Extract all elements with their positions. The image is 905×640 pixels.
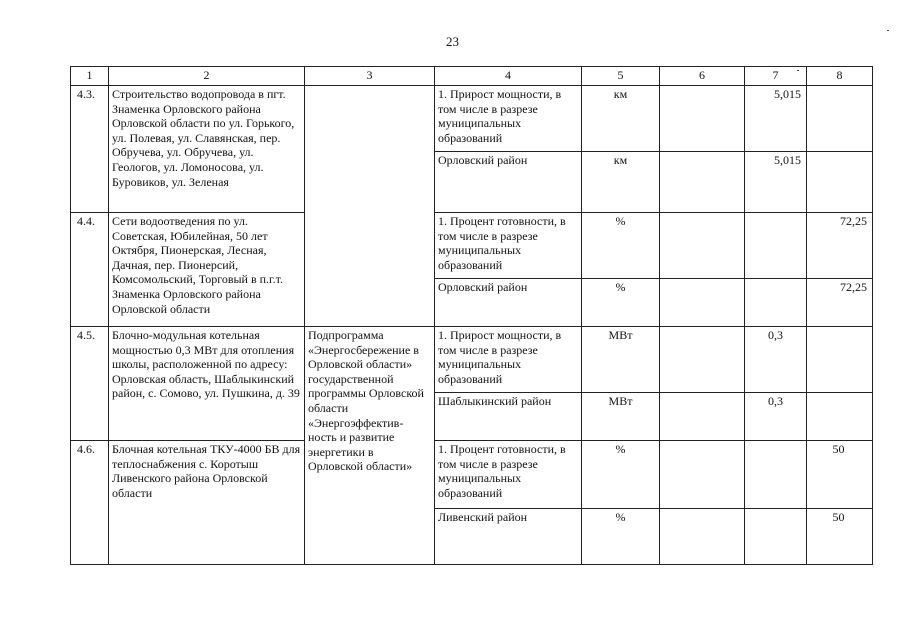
- value-cell-8: 50: [807, 509, 873, 565]
- value-cell-7: 5,015: [745, 152, 807, 213]
- indicator-cell: Ливенский район: [435, 509, 582, 565]
- value-cell-7: [745, 213, 807, 279]
- unit-cell: км: [582, 152, 660, 213]
- row-number: 4.3.: [71, 86, 109, 213]
- header-cell: 4: [435, 67, 582, 86]
- unit-cell: %: [582, 441, 660, 509]
- value-cell-6: [660, 441, 745, 509]
- value-cell-6: [660, 279, 745, 327]
- header-cell: 6: [660, 67, 745, 86]
- value-cell-6: [660, 213, 745, 279]
- value-cell-8: [807, 152, 873, 213]
- document-table: [70, 66, 873, 565]
- value-cell-7: [745, 279, 807, 327]
- header-cell: 3: [305, 67, 435, 86]
- value-cell-7: 5,015: [745, 86, 807, 152]
- object-title: Блочная котельная ТКУ-4000 БВ для теплоснабжения с. Коротыш Ливенского района Орловской области: [109, 441, 305, 565]
- object-title: Строительство водопровода в пгт. Знаменка Орловского района Орловской области по ул. Горького, ул. Полевая, ул. Славянская, пер. Обручева, ул. Обручева, ул. Геологов, ул. Ломоносова, ул. Буровиков, ул. Зеленая: [109, 86, 305, 213]
- scan-mark: [887, 30, 889, 31]
- value-cell-7: [745, 509, 807, 565]
- table-row: [71, 213, 873, 279]
- object-title: Сети водоотведения по ул. Советская, Юбилейная, 50 лет Октября, Пионерская, Лесная, Дачная, пер. Пионерсий, Комсомольский, Торговый в п.г.т. Знаменка Орловского района Орловской области: [109, 213, 305, 327]
- value-cell-8: 50: [807, 441, 873, 509]
- indicator-cell: 1. Процент готовности, в том числе в разрезе муниципальных образований: [435, 441, 582, 509]
- unit-cell: %: [582, 213, 660, 279]
- header-row: [71, 67, 873, 86]
- blank-cell: [305, 86, 435, 327]
- header-cell: 2: [109, 67, 305, 86]
- value-cell-8: [807, 393, 873, 441]
- value-cell-8: [807, 86, 873, 152]
- object-title: Блочно-модульная котельная мощностью 0,3 МВт для отопления школы, расположенной по адресу: Орловская область, Шаблыкинский район, с. Сомово, ул. Пушкина, д. 39: [109, 327, 305, 441]
- subprogram-cell: Подпрограмма «Энергосбережение в Орловской области» государственной программы Орловской области «Энергоэффектив-ность и развитие энергетики в Орловской области»: [305, 327, 435, 565]
- indicator-cell: 1. Прирост мощности, в том числе в разрезе муниципальных образований: [435, 327, 582, 393]
- table-row: [71, 86, 873, 152]
- value-cell-8: 72,25: [807, 279, 873, 327]
- page-number: 23: [446, 34, 459, 49]
- header-cell: 5: [582, 67, 660, 86]
- indicator-cell: 1. Процент готовности, в том числе в разрезе муниципальных образований: [435, 213, 582, 279]
- table-row: [71, 441, 873, 509]
- value-cell-6: [660, 509, 745, 565]
- value-cell-6: [660, 393, 745, 441]
- unit-cell: км: [582, 86, 660, 152]
- value-cell-6: [660, 152, 745, 213]
- value-cell-8: 72,25: [807, 213, 873, 279]
- unit-cell: %: [582, 279, 660, 327]
- value-cell-7: 0,3: [745, 393, 807, 441]
- indicator-cell: 1. Прирост мощности, в том числе в разрезе муниципальных образований: [435, 86, 582, 152]
- header-cell: 1: [71, 67, 109, 86]
- value-cell-6: [660, 86, 745, 152]
- header-cell: 8: [807, 67, 873, 86]
- value-cell-8: [807, 327, 873, 393]
- header-cell: 7: [745, 67, 807, 86]
- value-cell-6: [660, 327, 745, 393]
- table-row: [71, 327, 873, 393]
- unit-cell: МВт: [582, 327, 660, 393]
- value-cell-7: 0,3: [745, 327, 807, 393]
- unit-cell: МВт: [582, 393, 660, 441]
- row-number: 4.4.: [71, 213, 109, 327]
- indicator-cell: Орловский район: [435, 279, 582, 327]
- indicator-cell: Орловский район: [435, 152, 582, 213]
- indicator-cell: Шаблыкинский район: [435, 393, 582, 441]
- unit-cell: %: [582, 509, 660, 565]
- row-number: 4.6.: [71, 441, 109, 565]
- row-number: 4.5.: [71, 327, 109, 441]
- value-cell-7: [745, 441, 807, 509]
